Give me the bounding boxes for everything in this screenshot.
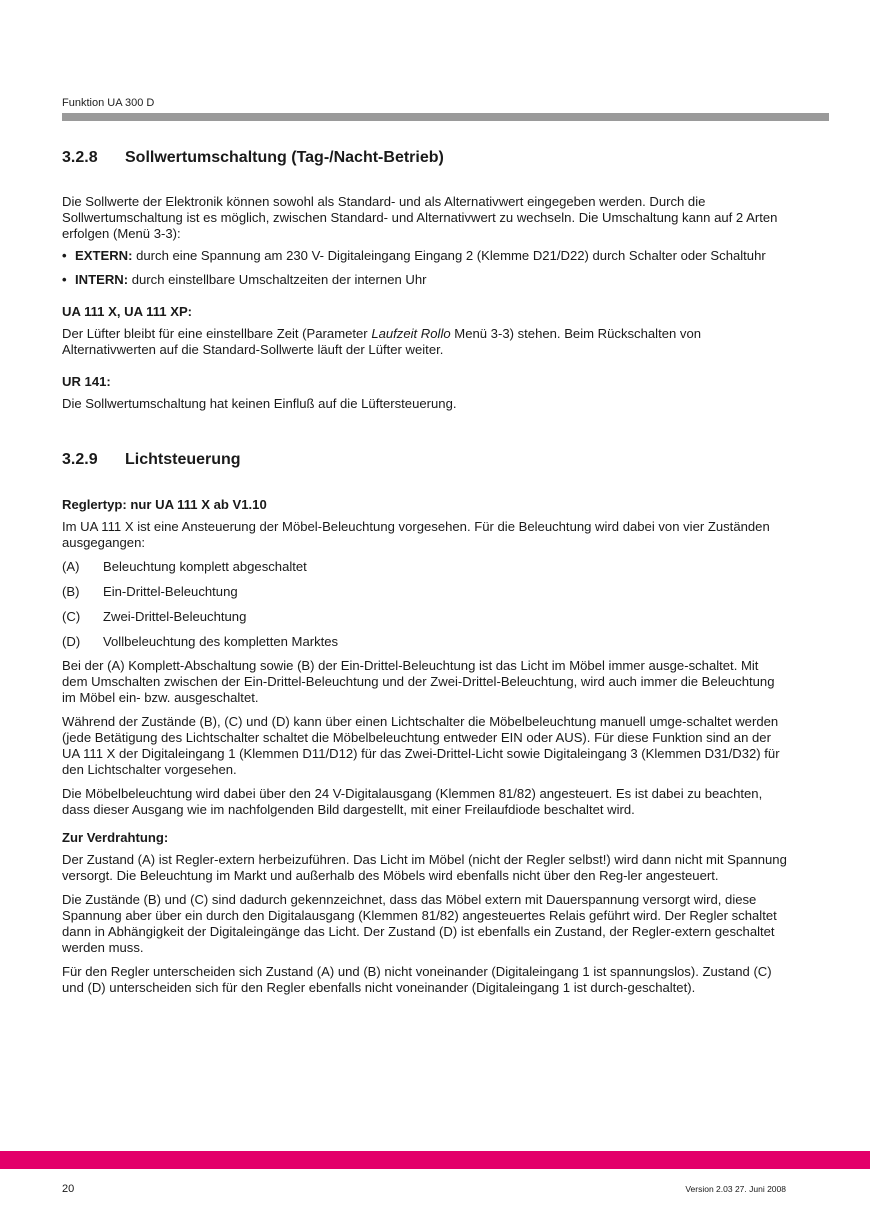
- version-info: Version 2.03 27. Juni 2008: [685, 1184, 786, 1194]
- state-text: Zwei-Drittel-Beleuchtung: [103, 609, 247, 624]
- state-label: (A): [62, 559, 80, 574]
- state-item: [62, 584, 787, 600]
- bullet-item: [62, 272, 787, 288]
- paragraph: Für den Regler unterscheiden sich Zustand (A) und (B) nicht voneinander (Digitaleingang 1 ist spannungslos). Zustand (C) und (D) unterscheiden sich für den Regler ebenfalls nicht voneinander (Digitaleingang 1 ist durch-geschaltet).: [62, 964, 772, 995]
- paragraph: Die Sollwertumschaltung hat keinen Einfluß auf die Lüftersteuerung.: [62, 396, 457, 411]
- running-header: Funktion UA 300 D: [62, 97, 155, 109]
- section-number: 3.2.9: [62, 451, 98, 468]
- section-heading-3-2-9: [62, 450, 787, 470]
- subheading-verdrahtung: Zur Verdrahtung:: [62, 830, 169, 845]
- state-label: (B): [62, 584, 80, 599]
- page-number: 20: [62, 1183, 75, 1195]
- subheading-ur141: UR 141:: [62, 374, 111, 389]
- bullet-text: durch eine Spannung am 230 V- Digitaleingang Eingang 2 (Klemme D21/D22) durch Schalter oder Schaltuhr: [132, 248, 766, 263]
- subheading-reglertyp: Reglertyp: nur UA 111 X ab V1.10: [62, 497, 267, 512]
- text-run: Menü 3-3) stehen. Beim Rückschalten von Alternativwerten auf die Standard-Sollwerte läuft der Lüfter weiter.: [62, 326, 702, 357]
- section-title: Lichtsteuerung: [125, 451, 241, 468]
- state-label: (D): [62, 634, 81, 649]
- section-heading-3-2-8: [62, 148, 787, 168]
- state-text: Vollbeleuchtung des kompletten Marktes: [103, 634, 339, 649]
- paragraph: Bei der (A) Komplett-Abschaltung sowie (B) der Ein-Drittel-Beleuchtung ist das Licht im Möbel immer ausge-schaltet. Mit dem Umschalten zwischen der Ein-Drittel-Beleuchtung und der Zwei-Drittel-Beleuchtung, wird auch immer die Beleuchtung im Möbel ein- bzw. ausgeschaltet.: [62, 658, 775, 705]
- paragraph: Im UA 111 X ist eine Ansteuerung der Möbel-Beleuchtung vorgesehen. Für die Beleuchtung wird dabei von vier Zuständen ausgegangen:: [62, 519, 770, 550]
- bullet-term: INTERN:: [75, 272, 129, 287]
- state-item: [62, 609, 787, 625]
- bullet-text: durch einstellbare Umschaltzeiten der internen Uhr: [128, 272, 427, 287]
- section-number: 3.2.8: [62, 149, 98, 166]
- paragraph: [62, 326, 787, 358]
- footer-color-band: [0, 1151, 870, 1169]
- section-title: Sollwertumschaltung (Tag-/Nacht-Betrieb): [125, 149, 444, 166]
- state-text: Ein-Drittel-Beleuchtung: [103, 584, 238, 599]
- state-item: [62, 559, 787, 575]
- bullet-item: [62, 248, 787, 264]
- paragraph: Die Möbelbeleuchtung wird dabei über den 24 V-Digitalausgang (Klemmen 81/82) angesteuert. Es ist dabei zu beachten, dass dieser Ausgang wie im nachfolgenden Bild dargestellt, mit einer Freilaufdiode beschaltet wird.: [62, 786, 763, 817]
- header-rule: [62, 113, 829, 121]
- state-item: [62, 634, 787, 650]
- page-content: [62, 148, 787, 996]
- section-intro: Die Sollwerte der Elektronik können sowohl als Standard- und als Alternativwert eingegeben werden. Durch die Sollwertumschaltung ist es möglich, zwischen Standard- und Alternativwert zu wechseln. Die Umschaltung kann auf 2 Arten erfolgen (Menü 3-3):: [62, 194, 778, 241]
- text-run: Der Lüfter bleibt für eine einstellbare Zeit (Parameter: [62, 326, 372, 341]
- paragraph: Die Zustände (B) und (C) sind dadurch gekennzeichnet, dass das Möbel extern mit Dauerspannung versorgt wird, diese Spannung aber über ein durch den Digitalausgang (Klemmen 81/82) angesteuertes Relais geführt wird. Der Regler schaltet dann in Abhängigkeit der Digitaleingänge das Licht. Der Zustand (D) ist ebenfalls ein Zustand, der Regler-extern geschaltet werden muss.: [62, 892, 777, 955]
- bullet-term: EXTERN:: [75, 248, 133, 263]
- paragraph: Während der Zustände (B), (C) und (D) kann über einen Lichtschalter die Möbelbeleuchtung manuell umge-schaltet werden (jede Betätigung des Lichtschalter schaltet die Möbelbeleuchtung entweder EIN oder AUS). Für diese Funktion sind an der UA 111 X der Digitaleingang 1 (Klemmen D11/D12) für das Zwei-Drittel-Licht sowie Digitaleingang 3 (Klemmen D31/D32) für den Lichtschalter vorgesehen.: [62, 714, 780, 777]
- state-label: (C): [62, 609, 81, 624]
- paragraph: Der Zustand (A) ist Regler-extern herbeizuführen. Das Licht im Möbel (nicht der Regler selbst!) wird dann nicht mit Spannung versorgt. Die Beleuchtung im Markt und außerhalb des Möbels wird ebenfalls nicht über den Reg-ler angesteuert.: [62, 852, 787, 883]
- subheading-ua111x: UA 111 X, UA 111 XP:: [62, 304, 193, 319]
- parameter-name: Laufzeit Rollo: [371, 326, 451, 341]
- state-text: Beleuchtung komplett abgeschaltet: [103, 559, 307, 574]
